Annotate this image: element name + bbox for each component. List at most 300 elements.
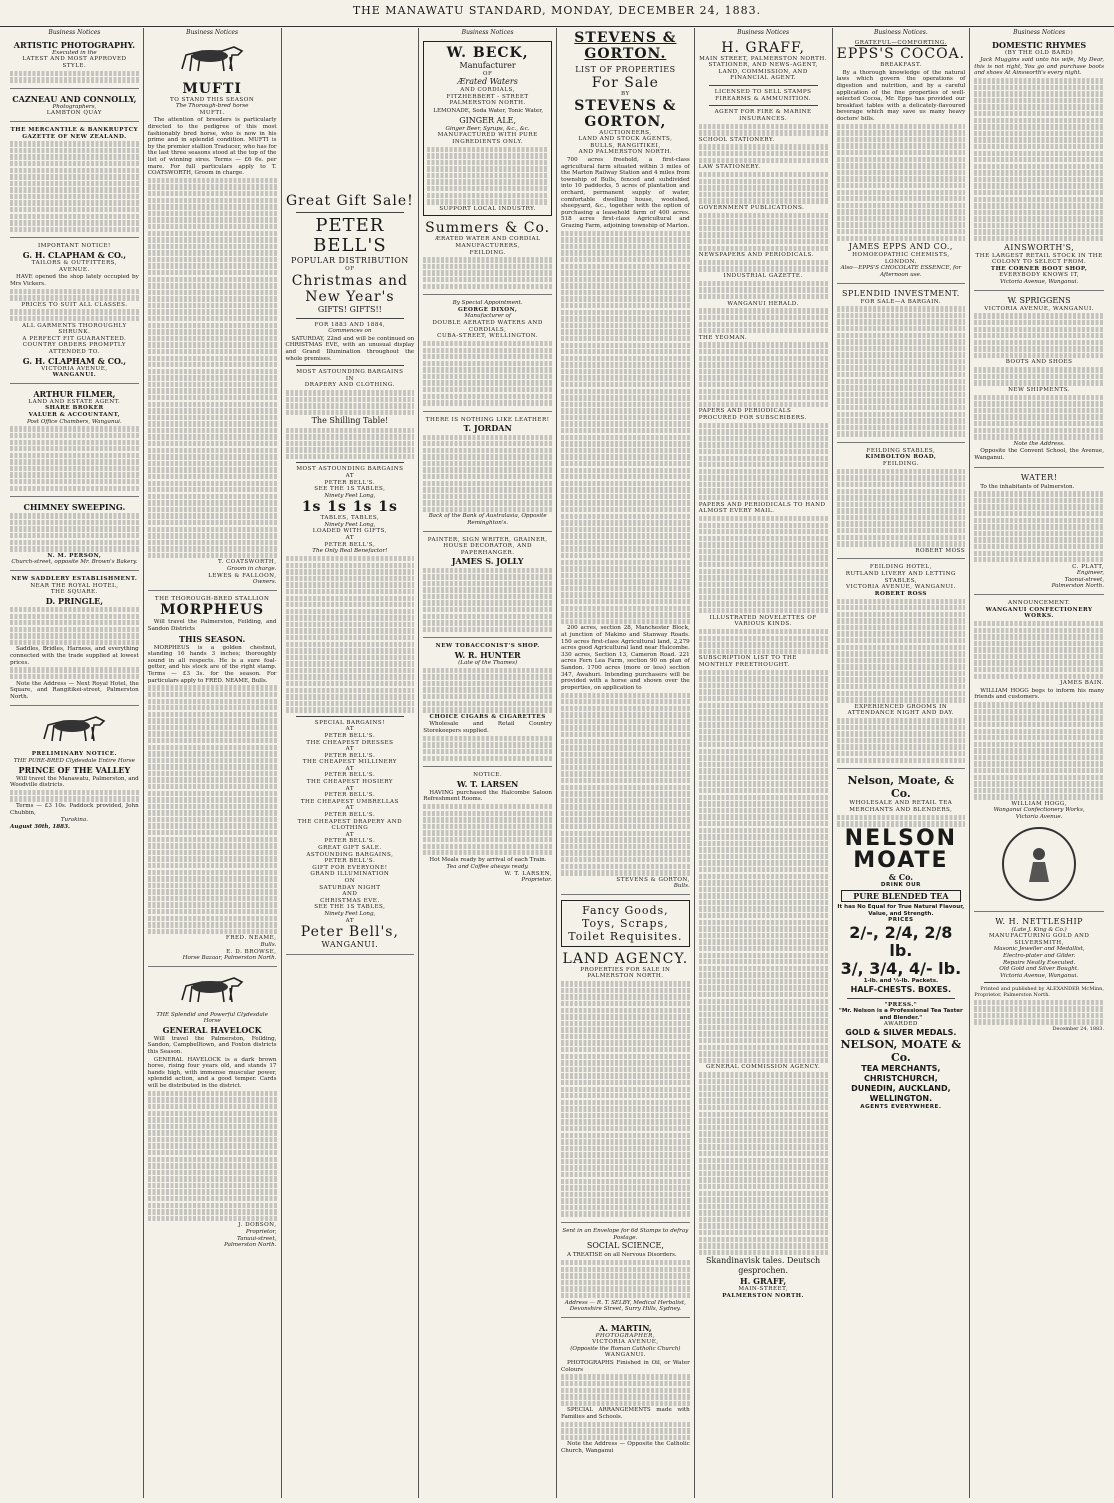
ad-line: DOUBLE AERATED WATERS AND CORDIALS,: [432, 319, 543, 333]
ad-line: PETER BELL'S.: [324, 732, 376, 739]
illegible-text-line: [561, 435, 690, 440]
illegible-text-line: [699, 402, 828, 407]
ad-line: Church-street, opposite Mr. Brown's Bakery.: [11, 559, 138, 566]
illegible-text-line: [148, 342, 277, 347]
illegible-text-line: [561, 316, 690, 321]
ad-t-jordan: [423, 417, 552, 532]
illegible-text-line: [974, 775, 1104, 780]
ad-line: Note the Address.: [1013, 440, 1065, 447]
ad-line: LAND AND ESTATE AGENT.: [28, 398, 121, 405]
illegible-text-line: [837, 738, 966, 743]
ad-line: ILLUSTRATED NOVELETTES OF VARIOUS KINDS.: [709, 614, 817, 628]
illegible-text-line: [561, 1152, 690, 1157]
illegible-text-line: [974, 353, 1104, 358]
illegible-text-line: [837, 339, 966, 344]
ad-line: KIMBOLTON ROAD,: [865, 454, 937, 461]
ad-line: LOADED WITH GIFTS,: [312, 528, 387, 535]
illegible-text-line: [148, 817, 277, 822]
illegible-text-line: [423, 620, 552, 625]
ad-line: Opposite the Convent School, the Avenue, Wanganui.: [974, 448, 1104, 461]
ad-line: THE LARGEST RETAIL STOCK IN THE COLONY TO SELECT FROM.: [975, 252, 1103, 266]
illegible-text-line: [286, 390, 415, 395]
illegible-text-line: [561, 389, 690, 394]
ad-title: Great Gift Sale!: [285, 193, 414, 209]
illegible-text-line: [423, 348, 552, 353]
ad-line: THE CHEAPEST DRAPERY AND CLOTHING: [297, 818, 403, 832]
ad-line: SEE THE 1S TABLES,: [314, 904, 386, 911]
ad-line: Photographers,: [52, 103, 97, 110]
illegible-text-line: [561, 1119, 690, 1124]
illegible-text-line: [699, 788, 828, 793]
illegible-text-line: [699, 696, 828, 701]
illegible-text-line: [974, 674, 1104, 679]
ad-line: Post Office Chambers, Wanganui.: [26, 418, 122, 425]
ad-line: PETER BELL'S.: [324, 838, 376, 845]
ad-arthur-filmer: [10, 389, 139, 497]
illegible-text-line: [837, 326, 966, 331]
illegible-text-line: [974, 157, 1104, 162]
illegible-text-line: [561, 1146, 690, 1151]
ad-line: GRAND ILLUMINATION: [310, 871, 390, 878]
ad-line: FEILDING HOTEL,: [869, 564, 932, 571]
illegible-text-line: [974, 190, 1104, 195]
illegible-text-line: [423, 494, 552, 499]
illegible-text-line: [974, 641, 1104, 646]
ad-signature: WILLIAM HOGG,: [1011, 800, 1067, 807]
illegible-text-line: [561, 1286, 690, 1291]
illegible-text-line: [148, 718, 277, 723]
ad-line: MAIN STREET, PALMERSTON NORTH.: [699, 55, 828, 62]
illegible-text-line: [148, 540, 277, 545]
illegible-text-line: [837, 216, 966, 221]
ad-line: GOLD & SILVER MEDALS.: [845, 1028, 957, 1038]
ad-line: AT: [345, 831, 355, 838]
illegible-text-line: [423, 380, 552, 385]
illegible-text-line: [699, 1005, 828, 1010]
illegible-text-line: [699, 239, 828, 244]
illegible-text-line: [699, 880, 828, 885]
illegible-text-line: [561, 448, 690, 453]
illegible-text-line: [10, 640, 139, 645]
illegible-text-line: [699, 423, 828, 428]
illegible-text-line: [974, 197, 1104, 202]
ad-line: PETER BELL'S.: [324, 772, 376, 779]
illegible-text-line: [148, 250, 277, 255]
ad-body: MORPHEUS is a golden chestnut, standing 16 hands 3 inches; thoroughly sound in all respects. He is a sure foal-getter, and his stock are of the right stamp. Terms — £3 3s. for the season. For particulars apply to FRED. NEAME, Bulls.: [147, 644, 277, 684]
illegible-text-line: [699, 1197, 828, 1202]
illegible-text-line: [423, 817, 552, 822]
illegible-text-line: [286, 602, 415, 607]
illegible-text-line: [561, 421, 690, 426]
illegible-text-line: [699, 906, 828, 911]
illegible-text-line: [423, 367, 552, 372]
figure-illustration-icon: [1017, 842, 1061, 886]
illegible-text-line: [974, 781, 1104, 786]
illegible-text-line: [286, 694, 415, 699]
illegible-text-line: [148, 810, 277, 815]
ad-nettleship: [974, 917, 1104, 1036]
ad-line: AGENT FOR FIRE & MARINE INSURANCES.: [714, 109, 812, 122]
illegible-text-line: [10, 200, 139, 205]
illegible-text-line: [148, 395, 277, 400]
illegible-text-line: [561, 402, 690, 407]
illegible-text-line: [561, 1374, 690, 1379]
illegible-text-line: [699, 1038, 828, 1043]
illegible-text-line: [974, 729, 1104, 734]
ad-line: MOST ASTOUNDING BARGAINS: [296, 466, 404, 473]
illegible-text-line: [561, 1280, 690, 1285]
ad-signature: Palmerston North.: [224, 1242, 277, 1249]
illegible-text-line: [561, 804, 690, 809]
illegible-text-line: [148, 494, 277, 499]
illegible-text-line: [699, 266, 828, 271]
illegible-text-line: [561, 468, 690, 473]
illegible-text-line: [10, 295, 139, 300]
illegible-text-line: [974, 346, 1104, 351]
illegible-text-line: [699, 395, 828, 400]
illegible-text-line: [837, 651, 966, 656]
illegible-text-line: [699, 588, 828, 593]
column-header: STEVENS & GORTON.: [574, 30, 677, 62]
illegible-text-line: [699, 469, 828, 474]
illegible-text-line: [423, 756, 552, 761]
illegible-text-line: [561, 1165, 690, 1170]
ad-line: MUFTI.: [199, 109, 225, 116]
ad-line: G. H. CLAPHAM & CO.,: [22, 249, 127, 260]
illegible-text-line: [561, 1293, 690, 1298]
illegible-text-line: [837, 130, 966, 135]
illegible-text-line: [148, 211, 277, 216]
ad-line: WELLINGTON.: [869, 1094, 933, 1104]
illegible-text-line: [974, 660, 1104, 665]
illegible-text-line: [974, 333, 1104, 338]
illegible-text-line: [974, 118, 1104, 123]
illegible-text-line: [561, 520, 690, 525]
illegible-text-line: [699, 375, 828, 380]
illegible-text-line: [699, 801, 828, 806]
imprint-date: December 24, 1883.: [1052, 1025, 1104, 1032]
ad-line: INDUSTRIAL GAZETTE.: [723, 273, 803, 280]
illegible-text-line: [699, 939, 828, 944]
illegible-text-line: [148, 178, 277, 183]
illegible-text-line: [699, 874, 828, 879]
illegible-text-line: [561, 343, 690, 348]
illegible-text-line: [699, 834, 828, 839]
ad-line: SEE THE 1S TABLES,: [314, 486, 386, 493]
illegible-text-line: [10, 426, 139, 431]
ad-line: BOOTS AND SHOES: [1005, 359, 1073, 366]
illegible-text-line: [423, 850, 552, 855]
illegible-text-line: [561, 1205, 690, 1210]
ad-signature: E. D. BROWSE,: [226, 948, 277, 955]
illegible-text-line: [148, 533, 277, 538]
illegible-text-line: [974, 236, 1104, 241]
illegible-text-line: [423, 742, 552, 747]
illegible-text-line: [561, 1179, 690, 1184]
ad-line: FOR 1883 AND 1884,: [314, 321, 386, 328]
ad-line: ÆRATED WATER AND CORDIAL MANUFACTURERS,: [434, 236, 541, 249]
ad-line: AT: [345, 805, 355, 812]
ad-line: MANUFACTURING GOLD AND SILVERSMITH,: [988, 933, 1090, 946]
illegible-text-line: [423, 454, 552, 459]
illegible-text-line: [423, 694, 552, 699]
illegible-text-line: [837, 392, 966, 397]
ad-signature: ROBERT MOSS: [915, 547, 966, 554]
ad-line: THE YEOMAN.: [698, 334, 748, 341]
ad-line: (Late of the Thames): [458, 659, 518, 666]
ad-line: STEVENS & GORTON,: [574, 97, 677, 130]
illegible-text-line: [561, 1260, 690, 1265]
ad-body: SATURDAY, 22nd and will be continued on CHRISTMAS EVE, with an unusual display and Grand Illumination throughout the whole premises.: [285, 335, 415, 362]
illegible-text-line: [427, 147, 548, 152]
illegible-text-line: [561, 270, 690, 275]
divider: [296, 212, 405, 213]
illegible-text-line: [148, 434, 277, 439]
illegible-text-line: [148, 402, 277, 407]
ad-line: THE CHEAPEST MILLINERY: [302, 759, 397, 766]
ad-title: GENERAL HAVELOCK: [162, 1024, 262, 1035]
illegible-text-line: [561, 612, 690, 617]
illegible-text-line: [837, 379, 966, 384]
illegible-text-line: [974, 544, 1104, 549]
illegible-text-line: [286, 635, 415, 640]
illegible-text-line: [699, 972, 828, 977]
illegible-text-line: [10, 174, 139, 179]
ad-mercantile-gazette: [10, 127, 139, 238]
illegible-text-line: [561, 461, 690, 466]
column-header: Business Notices.: [873, 29, 928, 36]
illegible-text-line: [148, 804, 277, 809]
horse-illustration: [34, 711, 114, 747]
illegible-text-line: [699, 926, 828, 931]
illegible-text-line: [423, 830, 552, 835]
illegible-text-line: [561, 1027, 690, 1032]
ad-body: Note the Address — Next Royal Hotel, the Square, and Rangitikei-street, Palmerston North.: [10, 680, 139, 700]
illegible-text-line: [148, 283, 277, 288]
illegible-text-line: [423, 600, 552, 605]
imprint-text: Printed and published by ALEXANDER McMinn, Proprietor, Palmerston North.: [974, 986, 1104, 999]
illegible-text-line: [10, 220, 139, 225]
illegible-text-line: [974, 498, 1104, 503]
ad-h-graff: [699, 40, 828, 1304]
illegible-text-line: [699, 1118, 828, 1123]
ad-signature: Palmerston North.: [1051, 583, 1104, 590]
illegible-text-line: [423, 824, 552, 829]
illegible-text-line: [148, 843, 277, 848]
ad-title: NEW TOBACCONIST'S SHOP.: [435, 643, 540, 650]
illegible-text-line: [423, 681, 552, 686]
illegible-text-line: [974, 761, 1104, 766]
ad-body: HAVE opened the shop lately occupied by Mrs Vickers.: [10, 274, 139, 287]
illegible-text-line: [561, 1435, 690, 1440]
illegible-text-line: [10, 614, 139, 619]
illegible-text-line: [837, 658, 966, 663]
ad-line: WANGANUI CONFECTIONERY WORKS.: [985, 606, 1093, 620]
illegible-text-line: [699, 1105, 828, 1110]
column-5: [557, 28, 695, 1498]
illegible-text-line: [561, 981, 690, 986]
illegible-text-line: [561, 349, 690, 354]
illegible-text-line: [286, 576, 415, 581]
ad-wanganui-confectionery: [974, 600, 1104, 912]
illegible-text-line: [699, 887, 828, 892]
illegible-text-line: [286, 661, 415, 666]
illegible-text-line: [561, 1106, 690, 1111]
illegible-text-line: [974, 320, 1104, 325]
illegible-text-line: [974, 210, 1104, 215]
illegible-text-line: [837, 612, 966, 617]
illegible-text-line: [561, 606, 690, 611]
illegible-text-line: [699, 821, 828, 826]
illegible-text-line: [837, 137, 966, 142]
illegible-text-line: [561, 693, 690, 698]
illegible-text-line: [148, 527, 277, 532]
illegible-text-line: [148, 738, 277, 743]
illegible-text-line: [561, 752, 690, 757]
illegible-text-line: [699, 979, 828, 984]
ad-signature: Victoria Avenue.: [1015, 814, 1063, 821]
illegible-text-line: [699, 1012, 828, 1017]
illegible-text-line: [837, 203, 966, 208]
illegible-text-line: [699, 742, 828, 747]
illegible-text-line: [148, 1216, 277, 1221]
illegible-text-line: [699, 1171, 828, 1176]
illegible-text-line: [423, 257, 552, 262]
illegible-text-line: [699, 260, 828, 265]
illegible-text-line: [561, 1034, 690, 1039]
illegible-text-line: [561, 1172, 690, 1177]
illegible-text-line: [974, 170, 1104, 175]
illegible-text-line: [148, 784, 277, 789]
illegible-text-line: [699, 808, 828, 813]
illegible-text-line: [148, 777, 277, 782]
illegible-text-line: [974, 124, 1104, 129]
ad-line: LAND AND STOCK AGENTS,: [578, 136, 673, 143]
ad-title: MUFTI: [182, 80, 242, 97]
illegible-text-line: [699, 670, 828, 675]
illegible-text-line: [699, 1158, 828, 1163]
illegible-text-line: [286, 622, 415, 627]
illegible-text-line: [837, 731, 966, 736]
illegible-text-line: [837, 431, 966, 436]
illegible-text-line: [561, 719, 690, 724]
illegible-text-line: [148, 507, 277, 512]
illegible-text-line: [699, 1018, 828, 1023]
illegible-text-line: [699, 1177, 828, 1182]
ad-title: FEILDING STABLES,: [866, 447, 936, 454]
illegible-text-line: [699, 124, 828, 129]
ad-line: Sent in an Envelope for 6d Stamps to defray Postage.: [562, 1228, 689, 1241]
illegible-text-line: [148, 553, 277, 558]
ad-title: W. SPRIGGENS: [1007, 295, 1071, 305]
illegible-text-line: [148, 198, 277, 203]
ad-line: Repairs Neatly Executed.: [1002, 959, 1076, 966]
ad-title: IMPORTANT NOTICE!: [37, 243, 111, 250]
illegible-text-line: [10, 533, 139, 538]
illegible-text-line: [427, 193, 548, 198]
illegible-text-line: [148, 1183, 277, 1188]
illegible-text-line: [837, 821, 966, 826]
illegible-text-line: [837, 425, 966, 430]
ad-line: OF: [482, 70, 493, 77]
illegible-text-line: [974, 414, 1104, 419]
illegible-text-line: [699, 893, 828, 898]
ad-line: THIS SEASON.: [179, 633, 246, 644]
ad-line: JAMES S. JOLLY: [451, 556, 524, 567]
illegible-text-line: [974, 313, 1104, 318]
illegible-text-line: [423, 441, 552, 446]
illegible-text-line: [561, 1113, 690, 1118]
illegible-text-line: [699, 246, 828, 251]
horse-illustration: [172, 41, 252, 77]
divider: [847, 998, 956, 999]
illegible-text-line: [699, 349, 828, 354]
illegible-text-line: [561, 283, 690, 288]
illegible-text-line: [148, 758, 277, 763]
illegible-text-line: [699, 569, 828, 574]
ad-line: LICENSED TO SELL STAMPS FIREARMS & AMMUNITION.: [714, 88, 812, 102]
illegible-text-line: [561, 369, 690, 374]
illegible-text-line: [561, 811, 690, 816]
illegible-text-line: [286, 642, 415, 647]
illegible-text-line: [699, 389, 828, 394]
illegible-text-line: [423, 435, 552, 440]
illegible-text-line: [148, 1111, 277, 1116]
illegible-text-line: [561, 1388, 690, 1393]
illegible-text-line: [561, 824, 690, 829]
ad-signature: Proprietor,: [245, 1228, 277, 1235]
illegible-text-line: [561, 1008, 690, 1013]
illegible-text-line: [148, 362, 277, 367]
illegible-text-line: [423, 627, 552, 632]
ad-signature: C. PLATT,: [1072, 563, 1104, 570]
ad-line: 1s 1s 1s 1s: [301, 499, 398, 516]
ad-line: Old Gold and Silver Bought.: [999, 966, 1079, 973]
illegible-text-line: [837, 671, 966, 676]
illegible-text-line: [561, 745, 690, 750]
ad-title: Fancy Goods, Toys, Scraps, Toilet Requisites.: [568, 903, 683, 943]
illegible-text-line: [699, 356, 828, 361]
illegible-text-line: [837, 150, 966, 155]
illegible-text-line: [974, 216, 1104, 221]
illegible-text-line: [561, 699, 690, 704]
ad-line: BREAKFAST.: [880, 62, 922, 69]
illegible-text-line: [423, 461, 552, 466]
illegible-text-line: [148, 257, 277, 262]
ad-line: AT: [345, 765, 355, 772]
illegible-text-line: [974, 367, 1104, 372]
ad-line: VICTORIA AVENUE,: [592, 1339, 659, 1346]
ad-line: "Mr. Nelson is a Professional Tea Taster and Blender.": [838, 1008, 963, 1021]
illegible-text-line: [561, 1047, 690, 1052]
illegible-text-line: [423, 844, 552, 849]
illegible-text-line: [699, 328, 828, 333]
illegible-text-line: [148, 1163, 277, 1168]
illegible-text-line: [974, 794, 1104, 799]
illegible-text-line: [148, 856, 277, 861]
illegible-text-line: [837, 236, 966, 241]
illegible-text-line: [148, 731, 277, 736]
illegible-text-line: [699, 523, 828, 528]
illegible-text-line: [561, 560, 690, 565]
illegible-text-line: [286, 441, 415, 446]
ad-title: PETER BELL'S: [313, 215, 387, 256]
illegible-text-line: [561, 1067, 690, 1072]
illegible-text-line: [148, 909, 277, 914]
illegible-text-line: [286, 434, 415, 439]
illegible-text-line: [423, 400, 552, 405]
illegible-text-line: [974, 131, 1104, 136]
